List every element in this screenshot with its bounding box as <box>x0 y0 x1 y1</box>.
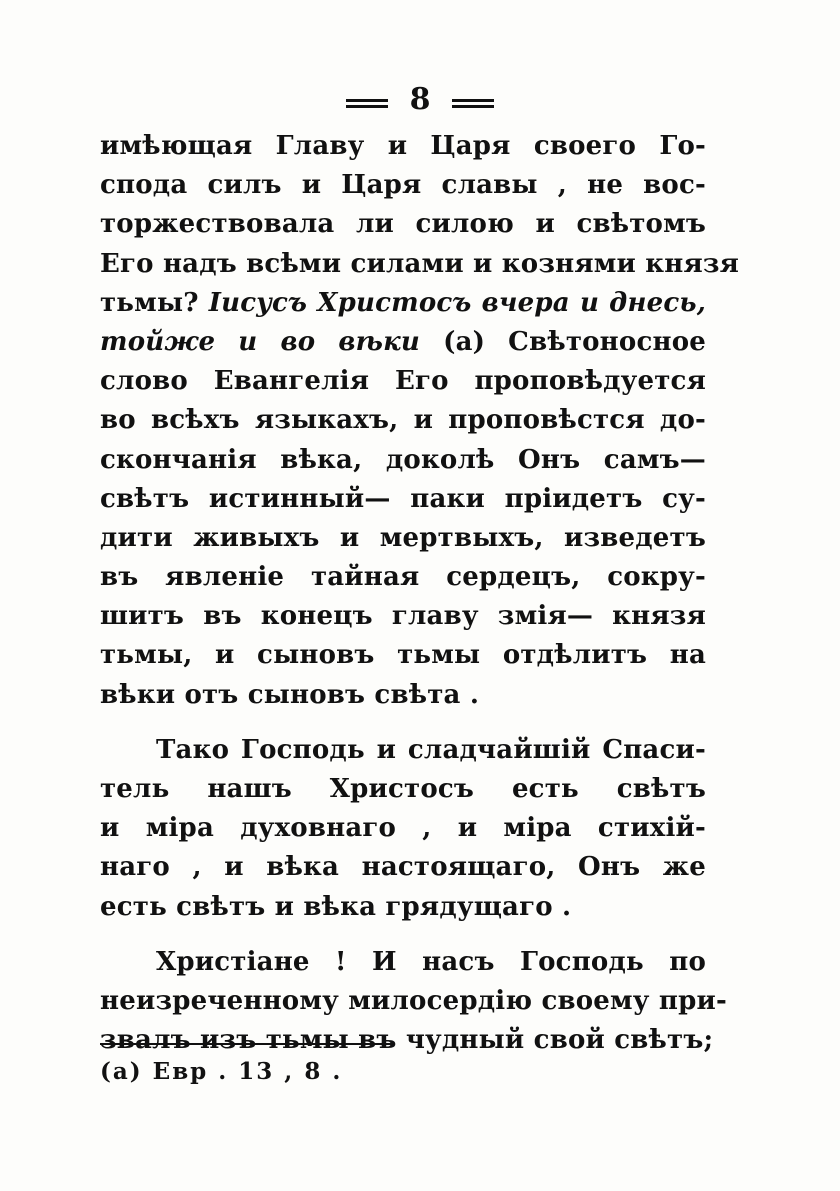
text-line <box>100 362 706 401</box>
text-segment: въ явленіе тайная сердецъ, сокру- <box>100 562 706 593</box>
text-line <box>100 888 706 927</box>
italic-text: тойже и во вѣки <box>100 326 421 357</box>
text-line <box>100 480 706 519</box>
text-segment: спода силъ и Царя славы , не вос- <box>100 170 706 201</box>
text-segment: во всѣхъ языкахъ, и проповѣстся до- <box>100 405 706 436</box>
paragraph-gap <box>100 927 706 943</box>
text-segment: торжествовала ли силою и свѣтомъ <box>100 209 706 240</box>
text-segment: шитъ въ конецъ главу змія— князя <box>100 601 706 632</box>
text-line <box>100 401 706 440</box>
text-segment: слово Евангелія Его проповѣдуется <box>100 366 706 397</box>
text-line <box>100 770 706 809</box>
text-segment: тьмы, и сыновъ тьмы отдѣлитъ на <box>100 640 706 671</box>
text-line <box>100 848 706 887</box>
text-line <box>100 127 706 166</box>
text-line <box>100 597 706 636</box>
text-segment: Тако Господь и сладчайшій Спаси- <box>156 734 706 765</box>
text-line <box>100 519 706 558</box>
text-line <box>100 731 706 770</box>
text-line <box>100 982 727 1021</box>
text-segment: тьмы? <box>100 287 209 318</box>
text-segment: дити живыхъ и мертвыхъ, изведетъ <box>100 522 706 553</box>
text-line <box>100 676 706 715</box>
paragraph <box>100 127 740 715</box>
paragraph-gap <box>100 715 706 731</box>
text-line <box>100 636 706 675</box>
text-segment: (а) Свѣтоносное <box>420 326 706 357</box>
footnote-rule <box>100 1043 392 1045</box>
page-number: 8 <box>409 82 431 117</box>
text-line <box>100 1021 714 1060</box>
text-segment: звалъ изъ тьмы въ чудный свой свѣтъ; <box>100 1025 714 1056</box>
body-text <box>100 127 740 1060</box>
italic-text: Іисусъ Христосъ вчера и днесь, <box>208 287 706 318</box>
text-line <box>100 323 706 362</box>
text-line <box>100 943 706 982</box>
text-line <box>100 558 706 597</box>
text-line <box>100 166 706 205</box>
text-segment: тель нашъ Христосъ есть свѣтъ <box>100 774 706 804</box>
text-line <box>100 245 740 284</box>
paragraph <box>100 731 706 927</box>
header-ornament-right <box>452 99 494 108</box>
text-line <box>100 284 706 323</box>
text-segment: есть свѣтъ и вѣка грядущаго . <box>100 891 572 922</box>
text-segment: скончанія вѣка, доколѣ Онъ самъ— <box>100 444 706 475</box>
page-header <box>0 80 840 120</box>
text-segment: и міра духовнаго , и міра стихій- <box>100 813 706 844</box>
header-ornament-left <box>346 99 388 108</box>
text-segment: Христіане ! И насъ Господь по <box>156 946 706 977</box>
text-line <box>100 809 706 848</box>
text-segment: наго , и вѣка настоящаго, Онъ же <box>100 852 706 883</box>
text-line <box>100 441 706 480</box>
text-segment: вѣки отъ сыновъ свѣта . <box>100 679 480 710</box>
text-segment: Его надъ всѣми силами и кознями князя <box>100 248 740 279</box>
text-segment: неизреченному милосердію своему при- <box>100 985 727 1016</box>
text-segment: свѣтъ истинный— паки пріидетъ су- <box>100 483 706 514</box>
text-line <box>100 205 706 244</box>
footnote: (а) Евр . 13 , 8 . <box>100 1058 343 1085</box>
text-segment: имѣющая Главу и Царя своего Го- <box>100 131 706 161</box>
